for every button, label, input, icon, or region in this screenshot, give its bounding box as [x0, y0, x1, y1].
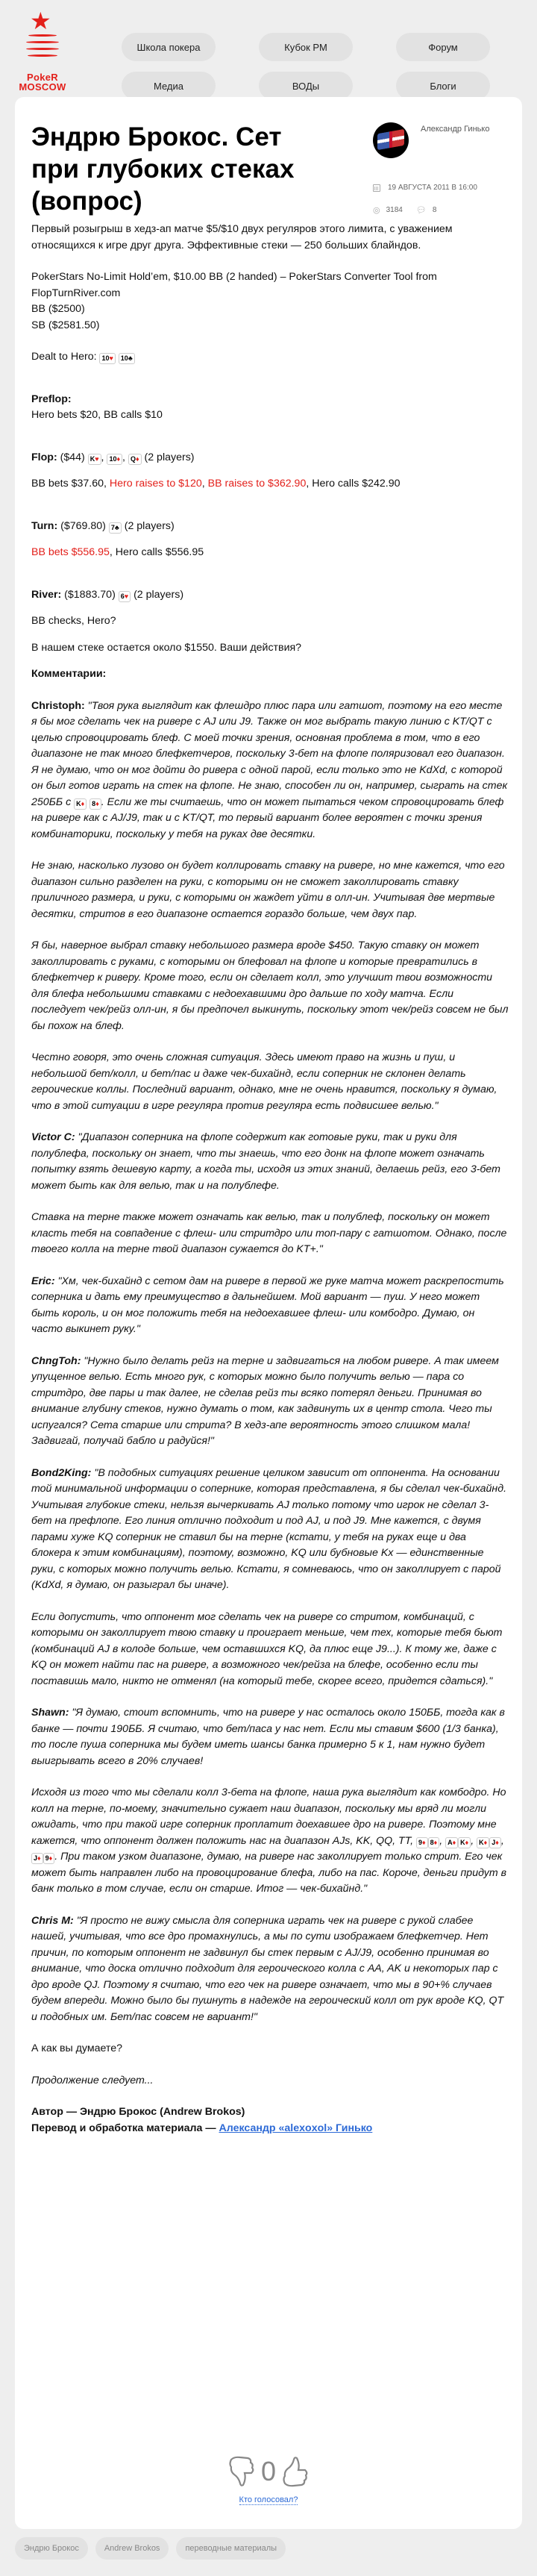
hero-cards: [99, 351, 134, 363]
suit-icon: ♥: [124, 592, 129, 600]
question: В нашем стеке остается около $1550. Ваши действия?: [31, 641, 302, 654]
turn-action: BB bets $556.95, Hero calls $556.95: [31, 546, 204, 558]
suit-icon: ♦: [433, 1838, 438, 1846]
river-action: BB checks, Hero?: [31, 615, 116, 627]
main-nav: [122, 33, 494, 100]
suit-icon: ♦: [495, 1838, 499, 1846]
author-avatar[interactable]: [373, 122, 409, 158]
playing-card: J♦: [31, 1853, 43, 1864]
playing-card: 8♦: [90, 798, 101, 810]
suit-icon: ♦: [116, 454, 121, 463]
nav-media[interactable]: Медиа: [122, 72, 216, 100]
flop-cards: K♥ , 10♦ , Q♦: [88, 451, 142, 463]
suit-icon: ♦: [135, 454, 139, 463]
suit-icon: ♦: [81, 799, 85, 807]
christoph-paragraph-4: Честно говоря, это очень сложная ситуация. Здесь имеют право на жизнь и пуш, и небольшой бет/колл, и бет/пас и даже чек-бихайнд, если соперник не склонен делать героические коллы. Последний вариант, однако, мне не очень нравится, поскольку я думаю, что в этой ситуации в игре регуляра против регуляра есть подвисшее велью.": [31, 1051, 497, 1112]
tag-item[interactable]: Эндрю Брокос: [15, 2537, 88, 2560]
suit-icon: ♦: [48, 1854, 53, 1862]
christoph-paragraph-3: Я бы, наверное выбрал ставку небольшого размера вроде $450. Такую ставку он может заколлировать с руками, с которыми он блефовал на флопе и которые превратились в блефкетчер к риверу. Кроме того, если он сделает колл, это улучшит твои возможности для блефа небольшими ставками с недоехавшими дро дальше по ходу матча. Если последует чек/рейз олл-ин, я бы предпочел выкинуть, поскольку этот чек/рейз совсем не был бы похож на блеф.: [31, 940, 509, 1032]
nav-poker-school[interactable]: Школа покера: [122, 33, 216, 61]
tag-item[interactable]: переводные материалы: [176, 2537, 286, 2560]
suit-icon: ♦: [465, 1838, 469, 1846]
playing-card: 8♦: [428, 1837, 440, 1848]
logo-rings-icon: [25, 34, 60, 63]
dealt-to-hero: Dealt to Hero: 10♥ 10♣: [31, 349, 509, 366]
thumbs-down-icon[interactable]: [227, 2455, 257, 2488]
playing-card: K♥: [88, 454, 101, 465]
playing-card: 10♥: [99, 353, 115, 364]
playing-card: 6♥: [119, 591, 131, 602]
eye-icon: ◎: [373, 206, 380, 215]
publish-date: 19 АВГУСТА 2011 В 16:00: [373, 184, 477, 192]
star-icon: ★: [30, 7, 51, 34]
tag-item[interactable]: Andrew Brokos: [95, 2537, 169, 2560]
christoph-paragraph-2: Не знаю, насколько лузово он будет коллировать ставку на ривере, но мне кажется, что его диапазон сильно разделен на руки, с которыми он не сможет заколлировать ставку приличного размера, и руки, с которыми он жаждет уйти в олл-ин. Учитывая две мертвые десятки, стритов в его диапазоне остается гораздо больше, чем двух пар.: [31, 860, 505, 920]
flop-line: Flop: ($44) K♥ , 10♦ , Q♦ (2 players): [31, 451, 195, 463]
comments-count[interactable]: 8: [432, 206, 437, 214]
suit-icon: ♣: [114, 523, 119, 531]
river-card: [119, 589, 131, 601]
article-body: [31, 222, 509, 2136]
comment-bond2king: Bond2King: "В подобных ситуациях решение целиком зависит от оппонента. На основании той минимальной информации о сопернике, которая представлена, я бы сделал чек-бихайнд. Учитывая глубокие стеки, нельзя вычеркивать AJ только потому что игрок не сделал 3-бет на префлопе. Его линия отлично подходит и под AJ, и под J9. Мне кажется, с двумя парами хуже KQ соперник не ставил бы на терне (кстати, у тебя на руках еще и два блокера к этим комбинациям), поэтому, возможно, KQ или бубновые Kx — единственные руки, с которых можно получить велью. Кстати, я сомневаюсь, что он заколлирует с парой (KdXd, я думаю, он разыграл бы иначе).: [31, 1466, 507, 1591]
suit-icon: ♦: [421, 1838, 426, 1846]
outro-question: А как вы думаете?: [31, 2042, 123, 2054]
to-be-continued: Продолжение следует...: [31, 2074, 154, 2086]
comment-chris-m: Chris M: "Я просто не вижу смысла для соперника играть чек на ривере с рукой слабее нашей, учитывая, что все дро промахнулись, а мы по сути изображаем блефкетчер. Нет причин, по которым оппонент не задвинул бы стек первым с AJ/J9, особенно принимая во внимание, что доска отлично подходит для героического колла с AA, AK и некоторых пар с дро вроде QJ. Поэтому я считаю, что его чек на ривере означает, что мы в 90+% случаев будем впереди. Можно было бы пушнуть в надежде на героический колл от рук вроде KQ, QT и подобных им. Бет/пас совсем не вариант!": [31, 1914, 504, 2023]
suit-icon: ♥: [109, 354, 113, 362]
shawn-paragraph-2: Исходя из того что мы сделали колл 3-бета на флопе, наша рука выглядит как комбодро. Но колл на терне, по-моему, значительно сужает наш диапазон, поскольку мы вряд ли могли ожидать, что при такой игре соперник проплатит доехавшее дро на ривере. Поэтому мне кажется, что оппонент должен положить нас на диапазон AJs, KK, QQ, TT, 9♦ 8♦ , A♦ K♦ , K♦ J♦ , J♦ 9♦ . При таком узком диапазоне, думаю, на ривере нас заколлирует только стрит. Его чек может быть направлен либо на провоцирование блефа, либо на пас. Короче, деньги придут в банк только в том случае, если он старше. Итог — чек-бихайнд.": [31, 1786, 507, 1895]
playing-card: 9♦: [43, 1853, 55, 1864]
sb-stack: SB ($2581.50): [31, 319, 100, 331]
shawn-hands: 9♦ 8♦ , A♦ K♦ , K♦ J♦ , J♦ 9♦: [31, 1835, 504, 1863]
flop-action: BB bets $37.60, Hero raises to $120, BB raises to $362.90, Hero calls $242.90: [31, 478, 401, 490]
translator-link[interactable]: Александр «alexoxol» Гинько: [219, 2122, 373, 2134]
nav-pm-cup[interactable]: Кубок РМ: [259, 33, 353, 61]
suit-icon: ♦: [37, 1854, 41, 1862]
comment-shawn: Shawn: "Я думаю, стоит вспомнить, что на ривере у нас осталось около 150ББ, тогда как в банке — почти 190ББ. Я считаю, что бет/паса у нас нет. Если мы ставим $600 (1/3 банка), то после пуша соперника мы будем иметь шансы банка примерно 5 к 1, нам нужно будет выигрывать всего в 20% случаев!: [31, 1707, 505, 1767]
comments-heading: Комментарии:: [31, 668, 107, 680]
suit-icon: ♣: [128, 354, 133, 362]
suit-icon: ♦: [95, 799, 99, 807]
author-name[interactable]: Александр Гинько: [421, 125, 490, 134]
who-voted-link[interactable]: Кто голосовал?: [239, 2495, 298, 2504]
thumbs-up-icon[interactable]: [280, 2455, 310, 2488]
nav-vods[interactable]: ВОДы: [259, 72, 353, 100]
vote-count: 0: [260, 2456, 277, 2486]
playing-card: K♦: [458, 1837, 471, 1848]
christoph-cards: [74, 796, 101, 808]
intro-paragraph: Первый розыгрыш в хедз-ап матче $5/$10 двух регуляров этого лимита, с уважением относящихся к игре друг друга. Эффективные стеки — 250 больших блайндов.: [31, 223, 453, 251]
bond2king-paragraph-2: Если допустить, что оппонент мог сделать чек на ривере со стритом, комбинаций, с которыми он заколлирует твою ставку и проиграет меньше, чем тех, которые тебя бьют (комбинаций AJ в колоде больше, чем оставшихся KQ, да плюс еще J9...). К тому же, даже с KQ он может найти пас на ривере, а возможного чек/рейза на блефе, особенно если ты поставишь мало, никто не отменял (на который тебе, скорее всего, придется сдаться).": [31, 1610, 503, 1687]
flag-icon: [377, 129, 404, 150]
comment-bubble-icon: 💬︎: [415, 206, 427, 215]
credit-translation: Перевод и обработка материала — Александр «alexoxol» Гинько: [31, 2122, 373, 2134]
vote-widget: [15, 2455, 522, 2488]
suit-icon: ♦: [483, 1838, 488, 1846]
playing-card: 10♦: [107, 454, 122, 465]
playing-card: J♦: [489, 1837, 501, 1848]
credit-author: Автор — Эндрю Брокос (Andrew Brokos): [31, 2106, 245, 2118]
nav-forum[interactable]: Форум: [396, 33, 490, 61]
article-title: Эндрю Брокос. Сет при глубоких стеках (вопрос): [31, 122, 295, 216]
bb-stack: BB ($2500): [31, 303, 85, 315]
playing-card: 7♣: [109, 522, 122, 534]
river-line: River: ($1883.70) 6♥ (2 players): [31, 588, 184, 601]
comment-chngtoh: ChngToh: "Нужно было делать рейз на терне и задвигаться на любом ривере. А так имеем упущенное велью. Есть много рук, с которых можно было получить велью — пара со стритдро, две пары и так далее, не сделав рейз ты всяко потерял деньги. Принимая во внимание глубину стеков, нужно думать о том, как задвинуть их в центр стола. Чего ты испугался? Сета старше или стрита? В хедз-апе вероятность этого слишком мала! Задвигай, получай бабло и радуйся!": [31, 1354, 499, 1447]
article-stats: [373, 205, 436, 215]
site-header: [0, 0, 537, 97]
playing-card: A♦: [445, 1837, 458, 1848]
playing-card: K♦: [74, 798, 87, 810]
preflop-label: Preflop:: [31, 393, 72, 405]
preflop-action: Hero bets $20, BB calls $10: [31, 409, 163, 421]
nav-blogs[interactable]: Блоги: [396, 72, 490, 100]
poker-moscow-logo[interactable]: [16, 6, 69, 92]
victor-paragraph-2: Ставка на терне также может означать как велью, так и полублеф, поскольку он может класть тебя на совпадение с флеш- или стритдро или топ-пару с гатшотом. Однако, после твоего колла на терне твой диапазон сужается до KT+.": [31, 1211, 507, 1255]
calendar-icon: [373, 184, 380, 192]
playing-card: 9♦: [416, 1837, 428, 1848]
who-voted: [15, 2495, 522, 2504]
playing-card: K♦: [477, 1837, 489, 1848]
playing-card: Q♦: [128, 454, 142, 465]
turn-line: Turn: ($769.80) 7♣ (2 players): [31, 519, 175, 532]
suit-icon: ♥: [95, 454, 99, 463]
tags-list: [15, 2537, 286, 2560]
playing-card: 10♣: [119, 353, 135, 364]
turn-card: [109, 520, 122, 532]
logo-text: PokeR MOSCOW: [19, 72, 66, 93]
suit-icon: ♦: [452, 1838, 456, 1846]
article-card: [15, 97, 522, 2529]
hand-header: PokerStars No-Limit Hold’em, $10.00 BB (2 handed) – PokerStars Converter Tool from FlopTurnRiver.com: [31, 271, 437, 299]
comment-christoph: Christoph: "Твоя рука выглядит как флешдро плюс пара или гатшот, поэтому на его месте я бы мог сделать чек на ривере с AJ или J9. Также он мог выбрать такую линию с KT/QT с целью спровоцировать блеф. С моей точки зрения, основная проблема в том, что в его диапазоне не так много блефкетчеров, поскольку 3-бет на флопе поляризовал его диапазон. Я не думаю, что он мог дойти до ривера с одной парой, если только это не KdXd, с которой он был готов играть на стек на флопе. Не знаю, способен ли он, например, сыграть на стек 250ББ с K♦ 8♦ . Если же ты считаешь, что он может пытаться чеком спровоцировать блеф на ривере как с AJ/J9, так и с KT/QT, то первый вариант более вероятен с точки зрения комбинаторики, поскольку у тебя на руках две десятки.: [31, 699, 508, 840]
comment-victor: Victor C: "Диапазон соперника на флопе содержит как готовые руки, так и руки для полублефа, поскольку он знает, что ты знаешь, что его донк на флопе может означать попытку взять дешевую карту, а когда ты, исходя из этих знаний, делаешь рейз, его 3-бет может быть как для велью, так и на полублефе.: [31, 1131, 500, 1192]
views-count: 3184: [386, 206, 403, 214]
comment-eric: Eric: "Хм, чек-бихайнд с сетом дам на ривере в первой же руке матча может раскрепостить соперника и дать ему преимущество в дальнейшем. Мой вариант — пуш. У него может быть король, и он мог положить тебя на недоехавшее флеш- или комбодро. Думаю, он часто выкинет руку.": [31, 1275, 504, 1335]
